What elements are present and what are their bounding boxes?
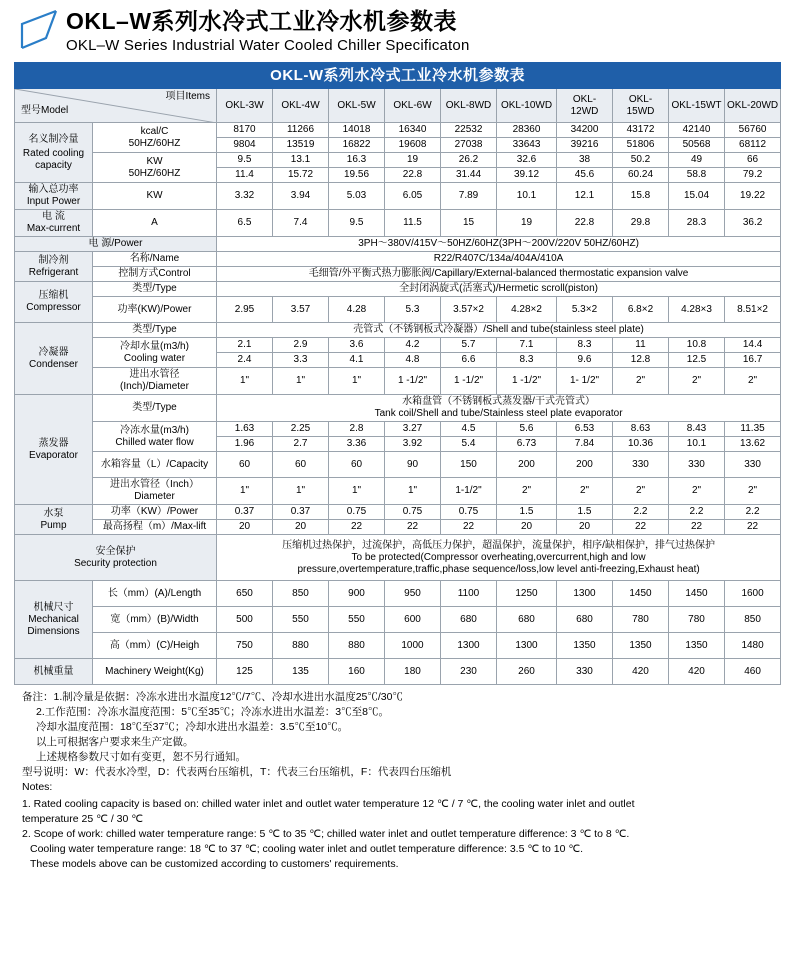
cell: 330 (725, 452, 781, 478)
cell: 39.12 (497, 168, 557, 183)
cell: 79.2 (725, 168, 781, 183)
compressor-type-value: 全封闭涡旋式(活塞式)/Hermetic scroll(piston) (217, 282, 781, 297)
cell: 0.75 (385, 505, 441, 520)
table-row (15, 520, 781, 535)
item-label: 进出水管径 (Inch)/Diameter (93, 368, 217, 395)
cell: 32.6 (497, 153, 557, 168)
cell: 1300 (441, 633, 497, 659)
cell: 2" (613, 478, 669, 505)
cell: 9.5 (329, 210, 385, 237)
cell: 650 (217, 581, 273, 607)
cell: 600 (385, 607, 441, 633)
cell: 20 (557, 520, 613, 535)
cell: 1450 (669, 581, 725, 607)
cell: 16.3 (329, 153, 385, 168)
cell: 15.8 (613, 183, 669, 210)
cell: 2.9 (273, 338, 329, 353)
cell: 2" (613, 368, 669, 395)
cell: 4.1 (329, 353, 385, 368)
cell: 1 -1/2" (497, 368, 557, 395)
cell: 1" (273, 478, 329, 505)
cell: 9804 (217, 138, 273, 153)
table-row (15, 422, 781, 437)
cell: 29.8 (613, 210, 669, 237)
cell: 230 (441, 659, 497, 685)
cell: 26.2 (441, 153, 497, 168)
cell: 1.96 (217, 437, 273, 452)
cell: 850 (273, 581, 329, 607)
model-header: OKL-5W (329, 89, 385, 123)
cell: 15.04 (669, 183, 725, 210)
item-label: Machinery Weight(Kg) (93, 659, 217, 685)
cell: 2" (725, 478, 781, 505)
cell: 1100 (441, 581, 497, 607)
table-row (15, 153, 781, 168)
cell: 1" (273, 368, 329, 395)
cell: 680 (557, 607, 613, 633)
cell: 16822 (329, 138, 385, 153)
cell: 20 (217, 520, 273, 535)
cell: 19 (385, 153, 441, 168)
cell: 16340 (385, 123, 441, 138)
cell: 1600 (725, 581, 781, 607)
note-cn-2: 2.工作范围：冷冻水温度范围：5℃至35℃；冷冻水进出水温差：3℃至8℃。 (36, 706, 389, 718)
cell: 43172 (613, 123, 669, 138)
cell: 28.3 (669, 210, 725, 237)
cell: 7.89 (441, 183, 497, 210)
item-label: 长（mm）(A)/Length (93, 581, 217, 607)
document-header (14, 0, 776, 62)
condenser-type-value: 壳管式（不锈钢板式冷凝器）/Shell and tube(stainless steel plate) (217, 323, 781, 338)
cell: 420 (669, 659, 725, 685)
row-label-rated-cooling: 名义制冷量 Rated cooling capacity (15, 123, 93, 183)
cell: 420 (613, 659, 669, 685)
cell: 3.6 (329, 338, 385, 353)
cell: 49 (669, 153, 725, 168)
cell: 2.2 (669, 505, 725, 520)
cell: 330 (557, 659, 613, 685)
cell: 680 (441, 607, 497, 633)
notes-en-title: Notes: (22, 781, 53, 793)
cell: 330 (613, 452, 669, 478)
cell: 1" (217, 478, 273, 505)
cell: 28360 (497, 123, 557, 138)
model-header: OKL-15WD (613, 89, 669, 123)
cell: 1350 (557, 633, 613, 659)
cell: 15.72 (273, 168, 329, 183)
cell: 2.1 (217, 338, 273, 353)
cell: 7.84 (557, 437, 613, 452)
table-row (15, 267, 781, 282)
table-row (15, 395, 781, 422)
cell: 22.8 (385, 168, 441, 183)
cell: 160 (329, 659, 385, 685)
item-label: 类型/Type (93, 282, 217, 297)
cell: 3.57 (273, 297, 329, 323)
cell: 950 (385, 581, 441, 607)
row-label-compressor: 压缩机 Compressor (15, 282, 93, 323)
cell: 22 (385, 520, 441, 535)
cell: 2" (497, 478, 557, 505)
cell: 7.4 (273, 210, 329, 237)
cell: 1" (385, 478, 441, 505)
cell: 3.94 (273, 183, 329, 210)
cell: 2" (557, 478, 613, 505)
cell: 8.43 (669, 422, 725, 437)
cell: 1" (329, 478, 385, 505)
notes-block-cn (14, 690, 776, 795)
page-title-en: OKL–W Series Industrial Water Cooled Chiller Specificaton (66, 37, 470, 54)
cell: 1000 (385, 633, 441, 659)
cell: 8.51×2 (725, 297, 781, 323)
cell: 11.5 (385, 210, 441, 237)
model-header: OKL-10WD (497, 89, 557, 123)
cell: 13.62 (725, 437, 781, 452)
cell: 125 (217, 659, 273, 685)
cell: 8170 (217, 123, 273, 138)
page-title-cn: OKL–W系列水冷式工业冷水机参数表 (66, 8, 458, 34)
item-label: 功率(KW)/Power (93, 297, 217, 323)
cell: 3.36 (329, 437, 385, 452)
cell: 39216 (557, 138, 613, 153)
model-header: OKL-6W (385, 89, 441, 123)
cell: 4.28×3 (669, 297, 725, 323)
note-en-3: These models above can be customized according to customers' requirements. (30, 858, 399, 870)
table-row (15, 210, 781, 237)
table-row (15, 607, 781, 633)
cell: 22 (725, 520, 781, 535)
table-banner-title: OKL-W系列水冷式工业冷水机参数表 (15, 63, 781, 89)
item-label: 水箱容量（L）/Capacity (93, 452, 217, 478)
cell: 135 (273, 659, 329, 685)
cell: 60 (217, 452, 273, 478)
table-row (15, 452, 781, 478)
table-row (15, 478, 781, 505)
table-row (15, 282, 781, 297)
cell: 780 (669, 607, 725, 633)
cell: 8.63 (613, 422, 669, 437)
cell: 14.4 (725, 338, 781, 353)
cell: 1.5 (497, 505, 557, 520)
cell: 22532 (441, 123, 497, 138)
model-header: OKL-8WD (441, 89, 497, 123)
cell: 42140 (669, 123, 725, 138)
cell: 60.24 (613, 168, 669, 183)
cell: 15 (441, 210, 497, 237)
corner-label-items: 项目Items (165, 91, 210, 102)
cell: 900 (329, 581, 385, 607)
cell: 2.7 (273, 437, 329, 452)
cell: 45.6 (557, 168, 613, 183)
cell: 22 (441, 520, 497, 535)
cell: 3.27 (385, 422, 441, 437)
cell: 1300 (557, 581, 613, 607)
model-naming-note: 型号说明：W：代表水冷型，D：代表两台压缩机，T：代表三台压缩机，F：代表四台压缩机 (22, 766, 452, 778)
cell: 4.5 (441, 422, 497, 437)
cell: 10.8 (669, 338, 725, 353)
cell: 13.1 (273, 153, 329, 168)
cell: 50568 (669, 138, 725, 153)
cell: 11 (613, 338, 669, 353)
row-label-security: 安全保护 Security protection (15, 535, 217, 581)
table-row (15, 297, 781, 323)
cell: 5.4 (441, 437, 497, 452)
cell: 4.8 (385, 353, 441, 368)
table-row (15, 123, 781, 138)
cell: 12.5 (669, 353, 725, 368)
cell: 5.3 (385, 297, 441, 323)
cell: 11266 (273, 123, 329, 138)
cell: 6.53 (557, 422, 613, 437)
cell: 11.4 (217, 168, 273, 183)
cell: 330 (669, 452, 725, 478)
cell: 2.2 (613, 505, 669, 520)
item-label: 进出水管径（Inch） Diameter (93, 478, 217, 505)
table-row (15, 581, 781, 607)
model-header: OKL-15WT (669, 89, 725, 123)
model-header: OKL-3W (217, 89, 273, 123)
refrigerant-control-value: 毛细管/外平衡式热力膨胀阀/Capillary/External-balanced thermostatic expansion valve (217, 267, 781, 282)
cell: 8.3 (497, 353, 557, 368)
cell: 750 (217, 633, 273, 659)
refrigerant-name-value: R22/R407C/134a/404A/410A (217, 252, 781, 267)
cell: 2.25 (273, 422, 329, 437)
table-row (15, 633, 781, 659)
cell: 10.1 (497, 183, 557, 210)
table-row (15, 237, 781, 252)
evaporator-type-value: 水箱盘管（不锈钢板式蒸发器/干式壳管式） Tank coil/Shell and tube/Stainless steel plate evaporator (217, 395, 781, 422)
cell: 34200 (557, 123, 613, 138)
specification-table (14, 62, 781, 685)
cell: 150 (441, 452, 497, 478)
cell: 2.2 (725, 505, 781, 520)
cell: 36.2 (725, 210, 781, 237)
cell: 50.2 (613, 153, 669, 168)
note-en-2: 2. Scope of work: chilled water temperature range: 5 ℃ to 35 ℃; chilled water inlet and outlet temperature difference: 3 ℃ to 8 ℃. (22, 828, 630, 840)
cell: 2" (669, 478, 725, 505)
cell: 4.28 (329, 297, 385, 323)
item-label: KW 50HZ/60HZ (93, 153, 217, 183)
item-label: 名称/Name (93, 252, 217, 267)
note-en-1-cont: temperature 25 ℃ / 30 ℃ (22, 813, 144, 825)
cell: 1300 (497, 633, 557, 659)
cell: 1350 (669, 633, 725, 659)
cell: 260 (497, 659, 557, 685)
notes-block-en (14, 797, 776, 872)
cell: 1250 (497, 581, 557, 607)
table-row (15, 659, 781, 685)
cell: 12.8 (613, 353, 669, 368)
cell: 6.5 (217, 210, 273, 237)
model-header: OKL-4W (273, 89, 329, 123)
cell: 19 (497, 210, 557, 237)
row-label-weight: 机械重量 (15, 659, 93, 685)
cell: 10.1 (669, 437, 725, 452)
note-cn-4: 以上可根据客户要求来生产定做。 (36, 736, 194, 748)
cell: 1" (329, 368, 385, 395)
cell: 4.28×2 (497, 297, 557, 323)
row-label-pump: 水泵 Pump (15, 505, 93, 535)
cell: 31.44 (441, 168, 497, 183)
table-row (15, 338, 781, 353)
cell: 5.3×2 (557, 297, 613, 323)
note-cn-5: 上述规格参数尺寸如有变更，恕不另行通知。 (36, 751, 246, 763)
item-label: KW (93, 183, 217, 210)
cell: 7.1 (497, 338, 557, 353)
cell: 1350 (613, 633, 669, 659)
cell: 56760 (725, 123, 781, 138)
cell: 850 (725, 607, 781, 633)
cell: 19608 (385, 138, 441, 153)
cell: 38 (557, 153, 613, 168)
cell: 0.37 (217, 505, 273, 520)
cell: 5.03 (329, 183, 385, 210)
cell: 13519 (273, 138, 329, 153)
table-row (15, 183, 781, 210)
cell: 1.63 (217, 422, 273, 437)
cell: 460 (725, 659, 781, 685)
cell: 68112 (725, 138, 781, 153)
cell: 9.5 (217, 153, 273, 168)
cell: 2.95 (217, 297, 273, 323)
cell: 22.8 (557, 210, 613, 237)
row-label-condenser: 冷凝器 Condenser (15, 323, 93, 395)
table-row (15, 323, 781, 338)
cell: 20 (497, 520, 557, 535)
corner-label-model: 型号Model (21, 105, 69, 116)
cell: 180 (385, 659, 441, 685)
note-cn-1: 备注：1.制冷量是依据：冷冻水进出水温度12℃/7℃、冷却水进出水温度25℃/30℃ (22, 691, 403, 703)
cell: 880 (273, 633, 329, 659)
cell: 12.1 (557, 183, 613, 210)
cell: 27038 (441, 138, 497, 153)
cell: 20 (273, 520, 329, 535)
note-en-1: 1. Rated cooling capacity is based on: chilled water inlet and outlet water temperature 12 ℃ / 7 ℃, the cooling water inlet and outlet (22, 798, 635, 810)
power-supply-value: 3PH～380V/415V～50HZ/60HZ(3PH～200V/220V 50HZ/60HZ) (217, 237, 781, 252)
row-label-dimensions: 机械尺寸 Mechanical Dimensions (15, 581, 93, 659)
cell: 780 (613, 607, 669, 633)
item-label: 控制方式Control (93, 267, 217, 282)
item-label: A (93, 210, 217, 237)
cell: 6.6 (441, 353, 497, 368)
item-label: 类型/Type (93, 323, 217, 338)
cell: 8.3 (557, 338, 613, 353)
cell: 6.8×2 (613, 297, 669, 323)
table-corner-header (15, 89, 217, 123)
item-label: 高（mm）(C)/Heigh (93, 633, 217, 659)
item-label: 宽（mm）(B)/Width (93, 607, 217, 633)
cell: 1 -1/2" (385, 368, 441, 395)
cell: 200 (497, 452, 557, 478)
table-row (15, 535, 781, 581)
cell: 16.7 (725, 353, 781, 368)
note-en-2-cont: Cooling water temperature range: 18 ℃ to 37 ℃; cooling water inlet and outlet temperature difference: 3.5 ℃ to 10 ℃. (30, 843, 584, 855)
cell: 1" (217, 368, 273, 395)
header-text-block (62, 8, 470, 56)
cell: 58.8 (669, 168, 725, 183)
cell: 2.4 (217, 353, 273, 368)
cell: 1- 1/2" (557, 368, 613, 395)
cell: 9.6 (557, 353, 613, 368)
item-label: 类型/Type (93, 395, 217, 422)
cell: 1450 (613, 581, 669, 607)
row-label-evaporator: 蒸发器 Evaporator (15, 395, 93, 505)
cell: 5.7 (441, 338, 497, 353)
cell: 33643 (497, 138, 557, 153)
cell: 3.92 (385, 437, 441, 452)
security-value: 压缩机过热保护，过流保护，高低压力保护，超温保护，流量保护，相序/缺相保护，排气过热保护 To be protected(Compressor overheating,overcurrent,high and low pressure,overtemperature,traffic,phase sequence/loss,low level anti-freezing,Exhaust heat) (217, 535, 781, 581)
cell: 19.22 (725, 183, 781, 210)
cell: 19.56 (329, 168, 385, 183)
row-label-power-supply: 电 源/Power (15, 237, 217, 252)
cell: 0.37 (273, 505, 329, 520)
row-label-input-power: 输入总功率 Input Power (15, 183, 93, 210)
cell: 6.05 (385, 183, 441, 210)
cell: 880 (329, 633, 385, 659)
row-label-refrigerant: 制冷剂 Refrigerant (15, 252, 93, 282)
table-row (15, 505, 781, 520)
cell: 1480 (725, 633, 781, 659)
cell: 1.5 (557, 505, 613, 520)
cell: 1-1/2" (441, 478, 497, 505)
cell: 0.75 (441, 505, 497, 520)
cell: 66 (725, 153, 781, 168)
row-label-max-current: 电 流 Max-current (15, 210, 93, 237)
cell: 3.57×2 (441, 297, 497, 323)
cell: 60 (329, 452, 385, 478)
item-label: 功率（KW）/Power (93, 505, 217, 520)
cell: 3.32 (217, 183, 273, 210)
cell: 10.36 (613, 437, 669, 452)
model-header: OKL-20WD (725, 89, 781, 123)
item-label: 冷却水量(m3/h) Cooling water (93, 338, 217, 368)
cell: 5.6 (497, 422, 557, 437)
cell: 14018 (329, 123, 385, 138)
cell: 22 (669, 520, 725, 535)
cell: 60 (273, 452, 329, 478)
item-label: 最高扬程（m）/Max-lift (93, 520, 217, 535)
cell: 11.35 (725, 422, 781, 437)
cell: 680 (497, 607, 557, 633)
cell: 550 (329, 607, 385, 633)
cell: 0.75 (329, 505, 385, 520)
cell: 500 (217, 607, 273, 633)
item-label: kcal/C 50HZ/60HZ (93, 123, 217, 153)
cell: 2" (669, 368, 725, 395)
note-cn-3: 冷却水温度范围：18℃至37℃；冷却水进出水温差：3.5℃至10℃。 (36, 721, 349, 733)
cell: 22 (613, 520, 669, 535)
cell: 90 (385, 452, 441, 478)
cell: 550 (273, 607, 329, 633)
cell: 2" (725, 368, 781, 395)
table-row (15, 368, 781, 395)
cell: 3.3 (273, 353, 329, 368)
cell: 1 -1/2" (441, 368, 497, 395)
cell: 2.8 (329, 422, 385, 437)
company-logo-icon (16, 8, 62, 52)
cell: 51806 (613, 138, 669, 153)
cell: 22 (329, 520, 385, 535)
table-row (15, 252, 781, 267)
cell: 4.2 (385, 338, 441, 353)
cell: 6.73 (497, 437, 557, 452)
item-label: 冷冻水量(m3/h) Chilled water flow (93, 422, 217, 452)
cell: 200 (557, 452, 613, 478)
model-header: OKL-12WD (557, 89, 613, 123)
